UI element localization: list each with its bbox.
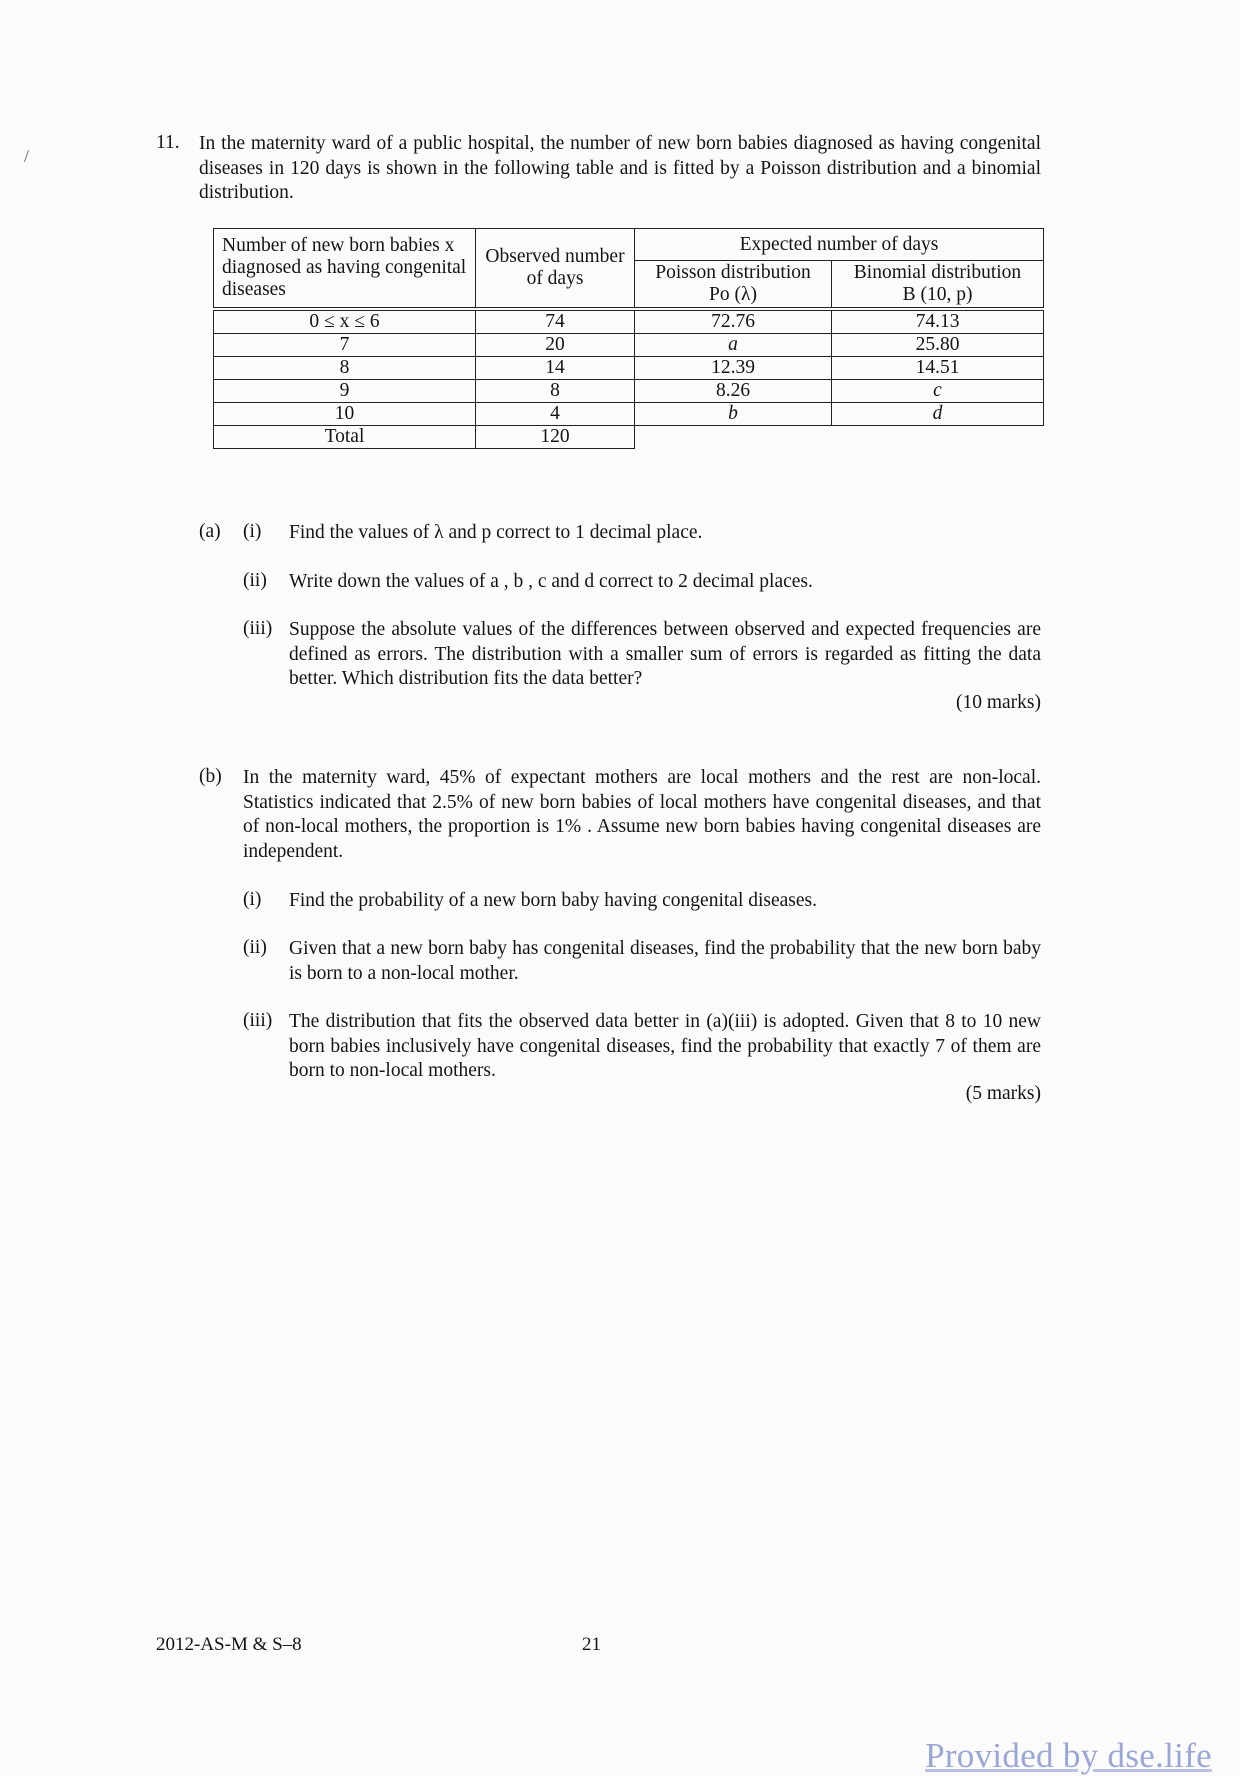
table-row — [214, 357, 1044, 380]
part-b-label: (b) — [199, 766, 222, 787]
part-a-ii-label: (ii) — [243, 570, 267, 591]
part-a-iii-text: Suppose the absolute values of the differences between observed and expected frequencies are defined as errors. The distribution with a smaller sum of errors is regarded as fitting the data better. Which distribution fits the data better? — [289, 619, 1041, 689]
cell-poisson: a — [635, 334, 832, 357]
page-number: 21 — [582, 1634, 601, 1655]
cell-poisson: 8.26 — [635, 380, 832, 403]
cell-binomial: d — [832, 403, 1044, 426]
header-poisson-title: Poisson distribution — [655, 262, 811, 283]
part-b-ii-text: Given that a new born baby has congenital diseases, find the probability that the new born baby is born to a non-local mother. — [289, 938, 1041, 984]
header-binomial — [832, 261, 1044, 310]
table-row — [214, 309, 1044, 334]
part-a-marks: (10 marks) — [955, 692, 1041, 713]
cell-x: 10 — [214, 403, 476, 426]
cell-binomial: 74.13 — [832, 309, 1044, 334]
cell-binomial: c — [832, 380, 1044, 403]
header-binomial-sub: B (10, p) — [902, 284, 973, 305]
cell-x: 9 — [214, 380, 476, 403]
part-b-i-text: Find the probability of a new born baby having congenital diseases. — [289, 890, 818, 911]
header-observed: Observed number of days — [476, 229, 635, 310]
part-a-iii-label: (iii) — [243, 618, 273, 639]
header-poisson-sub: Po (λ) — [709, 284, 757, 305]
part-b-iii-label: (iii) — [243, 1010, 273, 1031]
cell-poisson: b — [635, 403, 832, 426]
cell-poisson: 12.39 — [635, 357, 832, 380]
cell-observed: 74 — [476, 309, 635, 334]
cell-total-label: Total — [214, 426, 476, 449]
cell-observed: 14 — [476, 357, 635, 380]
part-a-ii-text: Write down the values of a , b , c and d correct to 2 decimal places. — [289, 571, 813, 592]
part-b-marks: (5 marks) — [965, 1083, 1041, 1104]
table-row — [214, 403, 1044, 426]
cell-observed: 20 — [476, 334, 635, 357]
table-row — [214, 380, 1044, 403]
part-a-i-text: Find the values of λ and p correct to 1 decimal place. — [289, 522, 703, 543]
header-expected: Expected number of days — [635, 229, 1044, 261]
header-binomial-title: Binomial distribution — [853, 262, 1022, 283]
frequency-table — [213, 228, 1044, 449]
part-a-label: (a) — [199, 521, 221, 542]
header-x: Number of new born babies x diagnosed as having congenital diseases — [214, 229, 476, 310]
table-total-row — [214, 426, 1044, 449]
table-row — [214, 334, 1044, 357]
part-a-i-label: (i) — [243, 521, 262, 542]
question-number: 11. — [156, 132, 180, 153]
cell-total-value: 120 — [476, 426, 635, 449]
question-intro: In the maternity ward of a public hospital, the number of new born babies diagnosed as having congenital diseases in 120 days is shown in the following table and is fitted by a Poisson distribution and a binomial distribution. — [199, 133, 1041, 203]
cell-observed: 4 — [476, 403, 635, 426]
header-poisson — [635, 261, 832, 310]
part-b-intro: In the maternity ward, 45% of expectant mothers are local mothers and the rest are non-local. Statistics indicated that 2.5% of new born babies of local mothers have congenital diseases, and that of non-local mothers, the proportion is 1% . Assume new born babies having congenital diseases are independent. — [243, 767, 1041, 862]
cell-x: 7 — [214, 334, 476, 357]
part-b-i-label: (i) — [243, 889, 262, 910]
cell-x: 0 ≤ x ≤ 6 — [214, 309, 476, 334]
part-b-iii-text: The distribution that fits the observed data better in (a)(iii) is adopted. Given that 8 to 10 new born babies inclusively have congenital diseases, find the probability that exactly 7 of them are born to non-local mothers. — [289, 1011, 1041, 1081]
part-b-ii-label: (ii) — [243, 937, 267, 958]
cell-binomial: 25.80 — [832, 334, 1044, 357]
cell-observed: 8 — [476, 380, 635, 403]
cell-x: 8 — [214, 357, 476, 380]
cell-binomial: 14.51 — [832, 357, 1044, 380]
watermark: Provided by dse.life — [925, 1736, 1212, 1775]
cell-poisson: 72.76 — [635, 309, 832, 334]
stray-mark: / — [24, 146, 30, 166]
table-header-row — [214, 229, 1044, 261]
paper-code: 2012-AS-M & S–8 — [156, 1634, 302, 1655]
